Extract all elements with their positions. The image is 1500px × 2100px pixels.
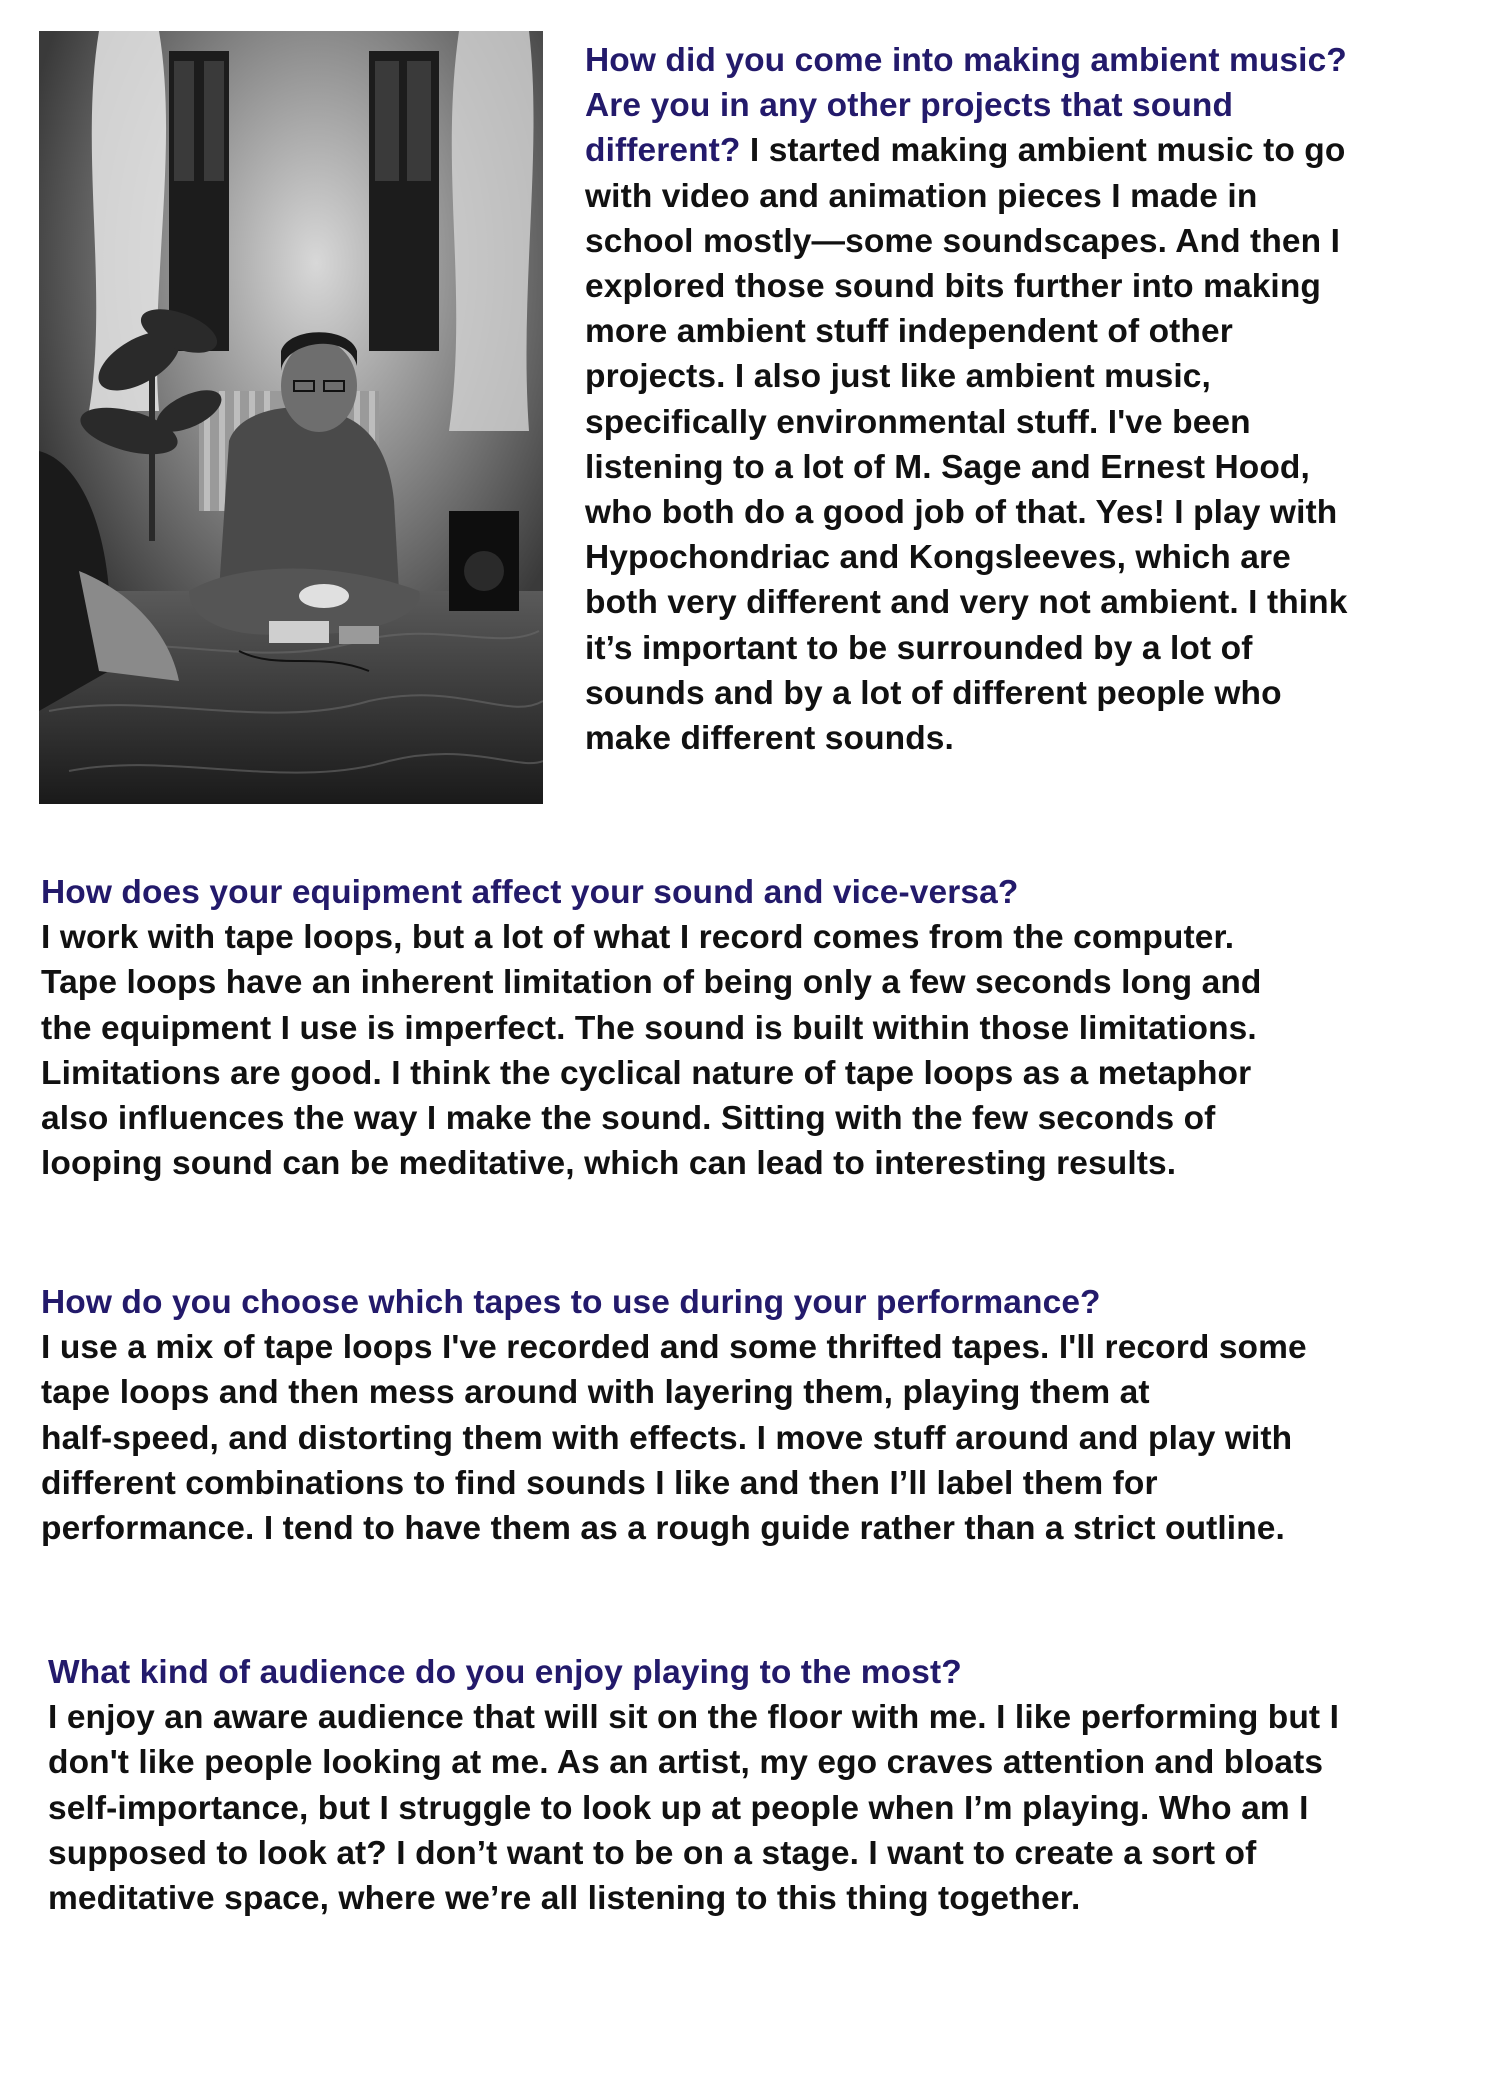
answer-3-line: different combinations to find sounds I like and then I’ll label them for [41, 1464, 1158, 1502]
musician-photo [39, 31, 543, 804]
question-4: What kind of audience do you enjoy playing to the most? [48, 1654, 962, 1691]
answer-2-line: the equipment I use is imperfect. The sound is built within those limitations. [41, 1009, 1257, 1047]
answer-2-line: Limitations are good. I think the cyclical nature of tape loops as a metaphor [41, 1054, 1252, 1092]
answer-1-line: listening to a lot of M. Sage and Ernest Hood, [585, 448, 1310, 486]
answer-4-line: I enjoy an aware audience that will sit on the floor with me. I like performing but I [48, 1699, 1340, 1737]
answer-3-line: performance. I tend to have them as a rough guide rather than a strict outline. [41, 1510, 1285, 1548]
answer-1-line: who both do a good job of that. Yes! I play with [585, 494, 1338, 532]
answer-4-line: supposed to look at? I don’t want to be on a stage. I want to create a sort of [48, 1834, 1257, 1872]
answer-1-line: school mostly—some soundscapes. And then I [585, 222, 1340, 260]
answer-2-line: looping sound can be meditative, which can lead to interesting results. [41, 1145, 1177, 1183]
answer-1-line: Hypochondriac and Kongsleeves, which are [585, 539, 1291, 577]
question-1-line-2: Are you in any other projects that sound [585, 87, 1234, 125]
answer-1-line: with video and animation pieces I made in [585, 177, 1258, 215]
qa-section-1 [585, 38, 1485, 761]
answer-1-line: it’s important to be surrounded by a lot of [585, 629, 1253, 667]
answer-1-line: projects. I also just like ambient music, [585, 358, 1211, 396]
answer-4-line: don't like people looking at me. As an artist, my ego craves attention and bloats [48, 1744, 1324, 1782]
question-1-line-1: How did you come into making ambient music? [585, 42, 1347, 79]
answer-4-line: self-importance, but I struggle to look up at people when I’m playing. Who am I [48, 1789, 1309, 1827]
answer-2-line: Tape loops have an inherent limitation of being only a few seconds long and [41, 964, 1262, 1002]
answer-3-line: I use a mix of tape loops I've recorded and some thrifted tapes. I'll record some [41, 1329, 1307, 1367]
qa-section-3 [41, 1280, 1486, 1551]
answer-4-line: meditative space, where we’re all listening to this thing together. [48, 1880, 1081, 1918]
question-1-line-3: different? [585, 132, 741, 170]
answer-1-first-line: I started making ambient music to go [740, 132, 1346, 170]
answer-3-line: tape loops and then mess around with layering them, playing them at [41, 1374, 1150, 1412]
answer-1-line: explored those sound bits further into making [585, 268, 1321, 306]
answer-1-line: more ambient stuff independent of other [585, 313, 1233, 351]
answer-2-line: I work with tape loops, but a lot of what I record comes from the computer. [41, 919, 1235, 957]
answer-1-line: specifically environmental stuff. I've been [585, 403, 1251, 441]
answer-1-line: both very different and very not ambient. I think [585, 584, 1348, 622]
answer-3-line: half-speed, and distorting them with effects. I move stuff around and play with [41, 1419, 1293, 1457]
answer-1-line: make different sounds. [585, 720, 954, 758]
question-1-line-3-wrapper [585, 128, 1485, 173]
answer-1-line: sounds and by a lot of different people who [585, 674, 1282, 712]
qa-section-4 [48, 1650, 1493, 1921]
question-3: How do you choose which tapes to use during your performance? [41, 1284, 1101, 1321]
qa-section-2 [41, 870, 1486, 1186]
question-2: How does your equipment affect your sound and vice-versa? [41, 874, 1019, 911]
answer-2-line: also influences the way I make the sound. Sitting with the few seconds of [41, 1100, 1216, 1138]
musician-photo-illustration [39, 31, 543, 804]
